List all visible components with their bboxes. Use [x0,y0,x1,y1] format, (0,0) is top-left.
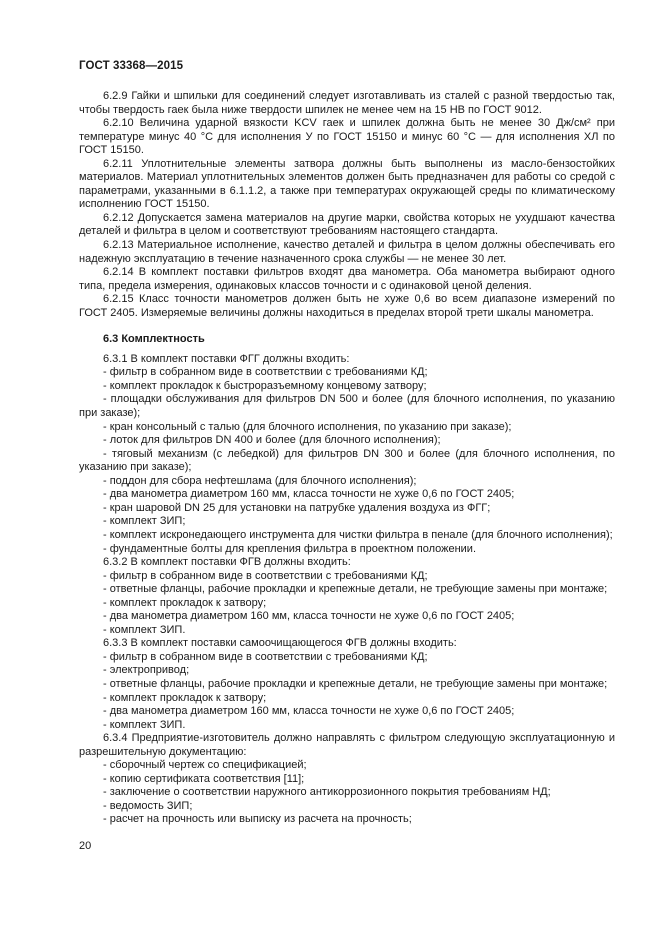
list-item: - ответные фланцы, рабочие прокладки и крепежные детали, не требующие замены при монтаже; [103,583,608,596]
list-item: - лоток для фильтров DN 400 и более (для блочного исполнения); [103,434,441,447]
clause-6-3-3-intro: 6.3.3 В комплект поставки самоочищающегося ФГВ должны входить: [103,637,457,650]
paragraph-6-2-12: 6.2.12 Допускается замена материалов на другие марки, свойства которых не ухудшают качества деталей и фильтра в целом и соответствуют требованиям настоящего стандарта. [79,211,615,238]
list-item: - комплект ЗИП. [103,623,186,636]
list-item: - комплект прокладок к затвору; [103,596,267,609]
document-header: ГОСТ 33368—2015 [79,60,184,72]
list-item: - два манометра диаметром 160 мм, класса точности не хуже 0,6 по ГОСТ 2405; [103,610,515,623]
list-item: - комплект искронедающего инструмента для чистки фильтра в пенале (для блочного исполнения); [103,528,613,541]
list-item: - поддон для сбора нефтешлама (для блочного исполнения); [103,474,417,487]
list-item: - ведомость ЗИП; [103,799,193,812]
list-item: - два манометра диаметром 160 мм, класса точности не хуже 0,6 по ГОСТ 2405; [103,705,515,718]
list-item: - комплект ЗИП. [103,718,186,731]
list-item: - фундаментные болты для крепления фильтра в проектном положении. [103,542,476,555]
list-item: - два манометра диаметром 160 мм, класса точности не хуже 0,6 по ГОСТ 2405; [103,488,515,501]
section-title: 6.3 Комплектность [103,333,205,346]
list-item: - фильтр в собранном виде в соответствии с требованиями КД; [103,650,428,663]
list-item: - комплект прокладок к быстроразъемному концевому затвору; [103,379,427,392]
document-body [79,90,615,827]
list-item: - фильтр в собранном виде в соответствии с требованиями КД; [103,569,428,582]
list-item: - расчет на прочность или выписку из расчета на прочность; [103,813,412,826]
paragraph-6-2-13: 6.2.13 Материальное исполнение, качество деталей и фильтра в целом должны обеспечивать его надежную эксплуатацию в течение назначенного срока службы — не менее 30 лет. [79,239,615,265]
paragraph-6-2-15: 6.2.15 Класс точности манометров должен быть не хуже 0,6 во всем диапазоне измерений по ГОСТ 2405. Измеряемые величины должны находиться в пределах второй трети шкалы манометра. [79,293,615,319]
list-item: - комплект прокладок к затвору; [103,691,267,704]
list-item: - кран консольный с талью (для блочного исполнения, по указанию при заказе); [103,420,512,433]
list-item: - сборочный чертеж со спецификацией; [103,759,307,772]
paragraph-6-2-11: 6.2.11 Уплотнительные элементы затвора должны быть выполнены из масло-бензостойких материалов. Материал уплотнительных элементов должен быть предназначен для работы со средой с параметрами, указанными в 6.1.1.2, а также при температурах окружающей среды по климатическому исполнению ГОСТ 15150. [79,157,615,211]
clause-6-3-2-intro: 6.3.2 В комплект поставки ФГВ должны входить: [103,556,351,569]
list-item: - комплект ЗИП; [103,515,186,528]
list-item: - кран шаровой DN 25 для установки на патрубке удаления воздуха из ФГГ; [103,501,491,514]
clause-6-3-4-intro: 6.3.4 Предприятие-изготовитель должно направлять с фильтром следующую эксплуатационную и разрешительную документацию: [79,732,615,758]
list-item: - электропривод; [103,664,190,677]
list-item: - фильтр в собранном виде в соответствии с требованиями КД; [103,366,428,379]
list-item: - заключение о соответствии наружного антикоррозионного покрытия требованиям НД; [103,786,551,799]
page-number: 20 [79,840,92,852]
list-item: - копию сертификата соответствия [11]; [103,772,305,785]
clause-6-3-1-intro: 6.3.1 В комплект поставки ФГГ должны входить: [103,352,350,365]
list-item: - ответные фланцы, рабочие прокладки и крепежные детали, не требующие замены при монтаже; [103,677,608,690]
paragraph-6-2-9: 6.2.9 Гайки и шпильки для соединений следует изготавливать из сталей с разной твердостью так, чтобы твердость гаек была ниже твердости шпилек не менее чем на 15 НВ по ГОСТ 9012. [79,90,615,116]
paragraph-6-2-14: 6.2.14 В комплект поставки фильтров входят два манометра. Оба манометра выбирают одного типа, предела измерения, одинаковых классов точности и с одинаковой ценой деления. [79,266,615,292]
list-item: - площадки обслуживания для фильтров DN 500 и более (для блочного исполнения, по указанию при заказе); [79,393,615,420]
list-item: - тяговый механизм (с лебедкой) для фильтров DN 300 и более (для блочного исполнения, по указанию при заказе); [79,447,615,474]
paragraph-6-2-10: 6.2.10 Величина ударной вязкости KCV гаек и шпилек должна быть не менее 30 Дж/см² при температуре минус 40 °С для исполнения У по ГОСТ 15150 и минус 60 °С — для исполнения ХЛ по ГОСТ 15150. [79,117,615,157]
